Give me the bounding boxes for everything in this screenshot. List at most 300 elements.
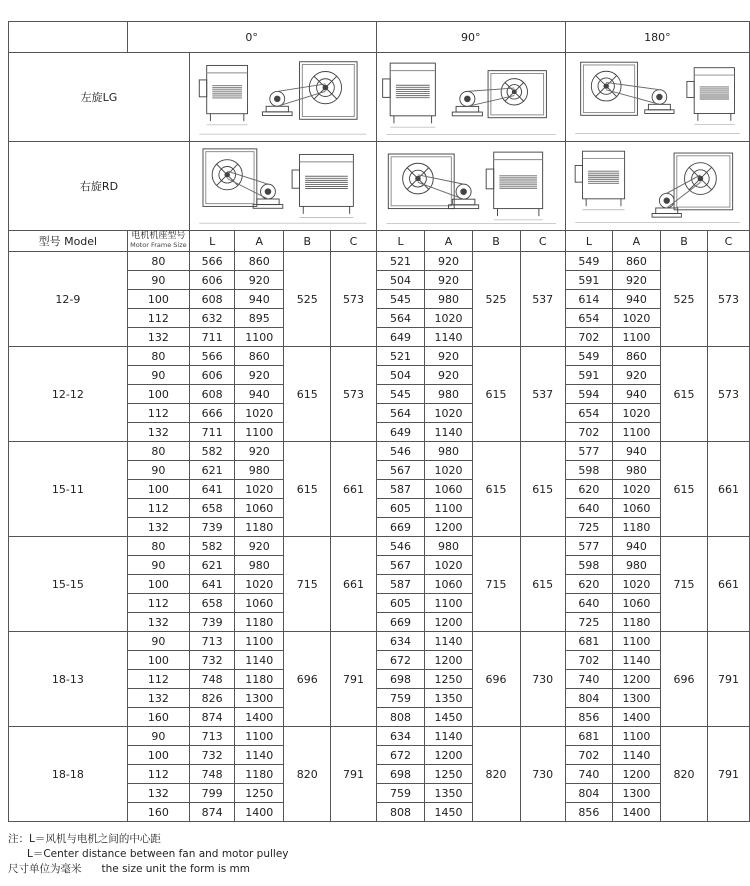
l-cell: 658: [189, 594, 234, 613]
l-cell: 725: [565, 518, 612, 537]
a-cell: 1060: [612, 594, 660, 613]
l-cell: 732: [189, 746, 234, 765]
c-cell: 661: [331, 442, 376, 537]
col-header-a-90: A: [425, 231, 472, 252]
diagram-rd-0: [189, 142, 376, 231]
motor-frame-cell: 80: [127, 537, 189, 556]
right-rotation-row: [9, 142, 750, 231]
motor-frame-cell: 90: [127, 461, 189, 480]
motor-frame-cell: 100: [127, 290, 189, 309]
motor-frame-cell: 112: [127, 670, 189, 689]
l-cell: 732: [189, 651, 234, 670]
right-rotation-label: 右旋RD: [9, 142, 190, 231]
l-cell: 740: [565, 670, 612, 689]
a-cell: 920: [235, 442, 284, 461]
l-cell: 666: [189, 404, 234, 423]
c-cell: 573: [708, 347, 750, 442]
l-cell: 649: [376, 423, 425, 442]
note-line-1: 注：L＝风机与电机之间的中心距: [8, 833, 161, 845]
c-cell: 661: [708, 537, 750, 632]
l-cell: 634: [376, 632, 425, 651]
fan-housing-side: [575, 151, 624, 210]
l-cell: 702: [565, 423, 612, 442]
note-unit-en: the size unit the form is mm: [101, 863, 251, 875]
l-cell: 549: [565, 347, 612, 366]
c-cell: 537: [520, 252, 565, 347]
a-cell: 1100: [425, 594, 472, 613]
b-cell: 696: [660, 632, 707, 727]
b-cell: 525: [660, 252, 707, 347]
angle-row: [9, 22, 750, 53]
a-cell: 1020: [612, 480, 660, 499]
l-cell: 640: [565, 594, 612, 613]
l-cell: 564: [376, 309, 425, 328]
l-cell: 702: [565, 328, 612, 347]
a-cell: 1060: [612, 499, 660, 518]
model-cell: 15-15: [9, 537, 128, 632]
fan-housing-front: [388, 154, 454, 209]
l-cell: 634: [376, 727, 425, 746]
a-cell: 1400: [235, 803, 284, 822]
col-header-a-0: A: [235, 231, 284, 252]
notes: [8, 832, 289, 877]
a-cell: 940: [612, 442, 660, 461]
l-cell: 702: [565, 651, 612, 670]
motor-frame-cell: 80: [127, 347, 189, 366]
l-cell: 606: [189, 271, 234, 290]
motor-frame-cell: 80: [127, 442, 189, 461]
a-cell: 1020: [235, 404, 284, 423]
a-cell: 1250: [235, 784, 284, 803]
c-cell: 573: [331, 347, 376, 442]
c-cell: 661: [331, 537, 376, 632]
a-cell: 1140: [425, 632, 472, 651]
l-cell: 598: [565, 556, 612, 575]
model-cell: 18-13: [9, 632, 128, 727]
fan-housing-side: [292, 154, 353, 217]
c-cell: 730: [520, 632, 565, 727]
a-cell: 1400: [612, 708, 660, 727]
diagram-lg-0: [189, 53, 376, 142]
a-cell: 1450: [425, 708, 472, 727]
l-cell: 856: [565, 708, 612, 727]
a-cell: 1060: [235, 594, 284, 613]
l-cell: 614: [565, 290, 612, 309]
l-cell: 856: [565, 803, 612, 822]
a-cell: 1140: [425, 328, 472, 347]
a-cell: 1200: [425, 651, 472, 670]
c-cell: 573: [331, 252, 376, 347]
a-cell: 980: [235, 556, 284, 575]
l-cell: 874: [189, 803, 234, 822]
motor-frame-cell: 132: [127, 328, 189, 347]
a-cell: 1300: [612, 784, 660, 803]
a-cell: 860: [612, 347, 660, 366]
l-cell: 621: [189, 461, 234, 480]
l-cell: 874: [189, 708, 234, 727]
c-cell: 615: [520, 442, 565, 537]
c-cell: 615: [520, 537, 565, 632]
a-cell: 920: [612, 271, 660, 290]
motor-frame-cell: 90: [127, 727, 189, 746]
motor-frame-cell: 80: [127, 252, 189, 271]
l-cell: 711: [189, 328, 234, 347]
table-row: [9, 727, 750, 746]
l-cell: 567: [376, 461, 425, 480]
a-cell: 860: [612, 252, 660, 271]
note-line-3: [8, 862, 289, 877]
motor-frame-cell: 132: [127, 423, 189, 442]
table-row: [9, 537, 750, 556]
fan-drawing-rd-90: [377, 142, 565, 230]
c-cell: 791: [331, 727, 376, 822]
fan-housing-side: [199, 65, 247, 124]
col-header-l-180: L: [565, 231, 612, 252]
l-cell: 669: [376, 518, 425, 537]
l-cell: 521: [376, 347, 425, 366]
a-cell: 980: [612, 461, 660, 480]
motor-frame-cell: 132: [127, 689, 189, 708]
a-cell: 1100: [612, 423, 660, 442]
motor-frame-cell: 112: [127, 309, 189, 328]
l-cell: 546: [376, 442, 425, 461]
l-cell: 620: [565, 480, 612, 499]
table-row: [9, 347, 750, 366]
l-cell: 799: [189, 784, 234, 803]
a-cell: 1180: [612, 518, 660, 537]
a-cell: 1020: [425, 556, 472, 575]
l-cell: 564: [376, 404, 425, 423]
motor-frame-cell: 90: [127, 271, 189, 290]
a-cell: 1140: [612, 651, 660, 670]
a-cell: 1140: [425, 423, 472, 442]
a-cell: 980: [235, 461, 284, 480]
a-cell: 895: [235, 309, 284, 328]
b-cell: 615: [472, 347, 520, 442]
fan-housing-side: [486, 152, 542, 220]
l-cell: 808: [376, 803, 425, 822]
diagram-rd-180: [565, 142, 749, 231]
diagram-lg-90: [376, 53, 565, 142]
model-cell: 12-9: [9, 252, 128, 347]
a-cell: 940: [612, 537, 660, 556]
a-cell: 1140: [425, 727, 472, 746]
motor: [262, 84, 325, 116]
motor-frame-header: [127, 231, 189, 252]
l-cell: 566: [189, 252, 234, 271]
l-cell: 641: [189, 480, 234, 499]
a-cell: 980: [425, 537, 472, 556]
l-cell: 620: [565, 575, 612, 594]
motor-frame-cell: 100: [127, 480, 189, 499]
a-cell: 1020: [235, 480, 284, 499]
a-cell: 1100: [425, 499, 472, 518]
motor-frame-cell: 90: [127, 632, 189, 651]
motor-frame-cell: 112: [127, 499, 189, 518]
l-cell: 748: [189, 765, 234, 784]
a-cell: 920: [425, 347, 472, 366]
l-cell: 759: [376, 689, 425, 708]
a-cell: 920: [235, 366, 284, 385]
c-cell: 791: [331, 632, 376, 727]
angle-180-header: 180°: [565, 22, 749, 53]
l-cell: 577: [565, 442, 612, 461]
l-cell: 640: [565, 499, 612, 518]
l-cell: 759: [376, 784, 425, 803]
l-cell: 748: [189, 670, 234, 689]
a-cell: 980: [425, 385, 472, 404]
a-cell: 860: [235, 252, 284, 271]
corner-cell: [9, 22, 128, 53]
a-cell: 920: [425, 271, 472, 290]
col-header-b-180: B: [660, 231, 707, 252]
b-cell: 615: [472, 442, 520, 537]
a-cell: 1400: [235, 708, 284, 727]
motor-frame-header-zh: 电机机座型号: [131, 231, 186, 241]
l-cell: 605: [376, 499, 425, 518]
a-cell: 1100: [235, 328, 284, 347]
a-cell: 940: [612, 385, 660, 404]
b-cell: 615: [660, 442, 707, 537]
motor-frame-header-en: Motor Frame Size: [130, 241, 187, 249]
col-header-c-180: C: [708, 231, 750, 252]
l-cell: 713: [189, 632, 234, 651]
l-cell: 698: [376, 670, 425, 689]
a-cell: 1100: [612, 632, 660, 651]
motor-frame-cell: 100: [127, 385, 189, 404]
motor-frame-cell: 100: [127, 575, 189, 594]
motor-frame-cell: 112: [127, 594, 189, 613]
a-cell: 920: [612, 366, 660, 385]
l-cell: 608: [189, 290, 234, 309]
a-cell: 1400: [612, 803, 660, 822]
a-cell: 1020: [425, 461, 472, 480]
a-cell: 1350: [425, 689, 472, 708]
b-cell: 715: [660, 537, 707, 632]
diagram-lg-180: [565, 53, 749, 142]
a-cell: 1060: [235, 499, 284, 518]
fan-housing-side: [382, 63, 435, 127]
column-header-row: [9, 231, 750, 252]
l-cell: 654: [565, 309, 612, 328]
a-cell: 1300: [235, 689, 284, 708]
a-cell: 1140: [235, 746, 284, 765]
l-cell: 566: [189, 347, 234, 366]
a-cell: 1100: [235, 727, 284, 746]
a-cell: 1100: [235, 632, 284, 651]
l-cell: 711: [189, 423, 234, 442]
note-unit-zh: 尺寸单位为毫米: [8, 863, 82, 875]
motor-frame-cell: 132: [127, 613, 189, 632]
a-cell: 1180: [235, 518, 284, 537]
l-cell: 725: [565, 613, 612, 632]
a-cell: 860: [235, 347, 284, 366]
l-cell: 587: [376, 575, 425, 594]
l-cell: 504: [376, 271, 425, 290]
motor-frame-cell: 90: [127, 366, 189, 385]
motor: [418, 175, 479, 209]
l-cell: 698: [376, 765, 425, 784]
col-header-a-180: A: [612, 231, 660, 252]
fan-housing-side: [687, 68, 735, 125]
diagram-rd-90: [376, 142, 565, 231]
b-cell: 615: [660, 347, 707, 442]
l-cell: 577: [565, 537, 612, 556]
fan-housing-front: [581, 62, 638, 115]
model-cell: 15-11: [9, 442, 128, 537]
fan-drawing-lg-180: [566, 53, 749, 141]
a-cell: 1250: [425, 670, 472, 689]
a-cell: 1250: [425, 765, 472, 784]
a-cell: 1300: [612, 689, 660, 708]
motor: [652, 175, 700, 217]
l-cell: 681: [565, 727, 612, 746]
motor-frame-cell: 160: [127, 708, 189, 727]
angle-0-header: 0°: [127, 22, 376, 53]
a-cell: 980: [425, 290, 472, 309]
l-cell: 672: [376, 651, 425, 670]
model-cell: 12-12: [9, 347, 128, 442]
a-cell: 1450: [425, 803, 472, 822]
l-cell: 654: [565, 404, 612, 423]
motor-frame-cell: 132: [127, 784, 189, 803]
a-cell: 1200: [425, 613, 472, 632]
col-header-b-90: B: [472, 231, 520, 252]
a-cell: 1140: [235, 651, 284, 670]
col-header-l-0: L: [189, 231, 234, 252]
a-cell: 1140: [612, 746, 660, 765]
l-cell: 591: [565, 366, 612, 385]
l-cell: 621: [189, 556, 234, 575]
a-cell: 1200: [612, 670, 660, 689]
note-line-2: L＝Center distance between fan and motor pulley: [27, 848, 289, 860]
a-cell: 940: [235, 290, 284, 309]
c-cell: 537: [520, 347, 565, 442]
l-cell: 591: [565, 271, 612, 290]
a-cell: 1200: [425, 518, 472, 537]
fan-drawing-lg-90: [377, 53, 565, 141]
l-cell: 826: [189, 689, 234, 708]
l-cell: 549: [565, 252, 612, 271]
b-cell: 696: [472, 632, 520, 727]
l-cell: 804: [565, 689, 612, 708]
a-cell: 920: [235, 537, 284, 556]
fan-drawing-rd-0: [190, 142, 376, 230]
b-cell: 615: [284, 442, 331, 537]
motor-frame-cell: 132: [127, 518, 189, 537]
l-cell: 739: [189, 613, 234, 632]
a-cell: 1020: [235, 575, 284, 594]
fan-housing-front: [674, 153, 733, 210]
fan-housing-front: [488, 71, 546, 118]
b-cell: 820: [660, 727, 707, 822]
a-cell: 1180: [235, 670, 284, 689]
l-cell: 739: [189, 518, 234, 537]
b-cell: 525: [472, 252, 520, 347]
l-cell: 669: [376, 613, 425, 632]
a-cell: 1200: [425, 746, 472, 765]
fan-drawing-rd-180: [566, 142, 749, 230]
a-cell: 1020: [612, 404, 660, 423]
a-cell: 1020: [425, 404, 472, 423]
l-cell: 808: [376, 708, 425, 727]
motor: [606, 82, 674, 113]
l-cell: 587: [376, 480, 425, 499]
col-header-b-0: B: [284, 231, 331, 252]
b-cell: 715: [284, 537, 331, 632]
motor-frame-cell: 112: [127, 765, 189, 784]
l-cell: 598: [565, 461, 612, 480]
a-cell: 980: [612, 556, 660, 575]
a-cell: 1020: [612, 575, 660, 594]
b-cell: 820: [284, 727, 331, 822]
fan-housing-front: [300, 62, 358, 120]
l-cell: 594: [565, 385, 612, 404]
left-rotation-row: [9, 53, 750, 142]
l-cell: 567: [376, 556, 425, 575]
b-cell: 696: [284, 632, 331, 727]
a-cell: 920: [425, 366, 472, 385]
model-header: 型号 Model: [9, 231, 128, 252]
a-cell: 980: [425, 442, 472, 461]
a-cell: 1100: [612, 727, 660, 746]
a-cell: 1180: [235, 613, 284, 632]
left-rotation-label: 左旋LG: [9, 53, 190, 142]
l-cell: 672: [376, 746, 425, 765]
a-cell: 920: [235, 271, 284, 290]
motor: [452, 88, 514, 116]
motor-frame-cell: 160: [127, 803, 189, 822]
l-cell: 605: [376, 594, 425, 613]
c-cell: 661: [708, 442, 750, 537]
col-header-c-0: C: [331, 231, 376, 252]
l-cell: 713: [189, 727, 234, 746]
fan-drawing-lg-0: [190, 53, 376, 141]
table-row: [9, 442, 750, 461]
l-cell: 702: [565, 746, 612, 765]
a-cell: 940: [235, 385, 284, 404]
b-cell: 820: [472, 727, 520, 822]
l-cell: 649: [376, 328, 425, 347]
l-cell: 521: [376, 252, 425, 271]
a-cell: 1180: [235, 765, 284, 784]
a-cell: 1350: [425, 784, 472, 803]
model-cell: 18-18: [9, 727, 128, 822]
l-cell: 546: [376, 537, 425, 556]
a-cell: 1100: [235, 423, 284, 442]
a-cell: 1180: [612, 613, 660, 632]
a-cell: 1060: [425, 480, 472, 499]
motor-frame-cell: 100: [127, 746, 189, 765]
c-cell: 730: [520, 727, 565, 822]
l-cell: 804: [565, 784, 612, 803]
l-cell: 740: [565, 765, 612, 784]
l-cell: 658: [189, 499, 234, 518]
l-cell: 681: [565, 632, 612, 651]
l-cell: 582: [189, 537, 234, 556]
b-cell: 715: [472, 537, 520, 632]
a-cell: 1100: [612, 328, 660, 347]
a-cell: 1020: [612, 309, 660, 328]
spec-table: [8, 21, 750, 822]
l-cell: 504: [376, 366, 425, 385]
l-cell: 608: [189, 385, 234, 404]
l-cell: 582: [189, 442, 234, 461]
c-cell: 573: [708, 252, 750, 347]
table-row: [9, 252, 750, 271]
motor-frame-cell: 100: [127, 651, 189, 670]
l-cell: 606: [189, 366, 234, 385]
